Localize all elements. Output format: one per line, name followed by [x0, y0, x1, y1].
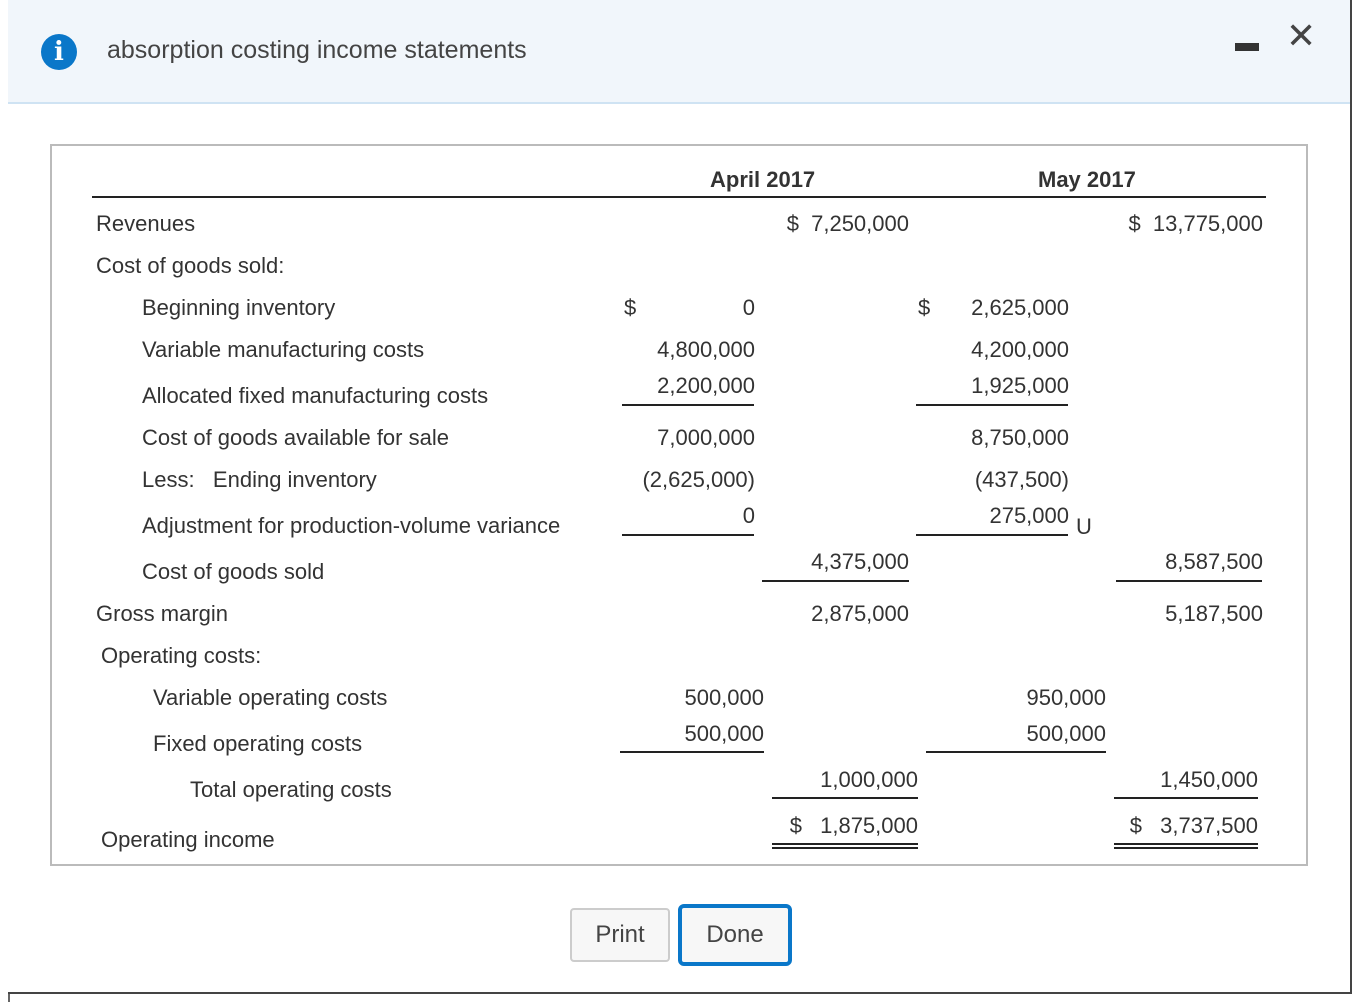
underline — [1116, 580, 1262, 582]
value: 7,000,000 — [657, 425, 755, 450]
value: 1,000,000 — [820, 767, 918, 792]
underline — [622, 534, 754, 536]
close-icon[interactable]: ✕ — [1286, 15, 1317, 56]
value: $ 1,875,000 — [789, 813, 918, 838]
value: 2,200,000 — [657, 373, 755, 398]
value: 4,375,000 — [811, 549, 909, 574]
row-label: Gross margin — [96, 601, 229, 626]
value: 4,800,000 — [657, 337, 755, 362]
column-header-may: May 2017 — [1038, 167, 1136, 192]
value: 1,925,000 — [971, 373, 1069, 398]
row-label: Cost of goods sold — [142, 559, 325, 584]
underline — [916, 404, 1068, 406]
underline — [1114, 797, 1258, 799]
row-label: Variable manufacturing costs — [142, 337, 425, 362]
row-label: Operating costs: — [101, 643, 262, 668]
row-label: Beginning inventory — [142, 295, 336, 320]
value: (2,625,000) — [642, 467, 755, 492]
column-header-april: April 2017 — [710, 167, 816, 192]
underline — [772, 797, 918, 799]
value: 8,587,500 — [1165, 549, 1263, 574]
minimize-icon[interactable] — [1235, 43, 1259, 51]
dialog-title: absorption costing income statements — [107, 36, 527, 64]
value: $ 7,250,000 — [786, 211, 909, 236]
value: 0 — [742, 295, 755, 320]
value: $ 3,737,500 — [1129, 813, 1258, 838]
currency: $ — [918, 295, 931, 320]
dialog-header — [8, 0, 1350, 104]
value: 0 — [742, 503, 755, 528]
underline — [762, 580, 909, 582]
info-icon: i — [41, 34, 77, 70]
unfavorable-flag: U — [1076, 514, 1092, 539]
done-button[interactable]: Done — [678, 904, 792, 966]
double-underline — [1114, 843, 1258, 849]
row-label: Adjustment for production-volume variance — [142, 513, 561, 538]
value: 2,625,000 — [971, 295, 1069, 320]
row-label: Cost of goods available for sale — [142, 425, 449, 450]
row-label: Less: Ending inventory — [142, 467, 377, 492]
value: 500,000 — [684, 685, 764, 710]
value: 275,000 — [989, 503, 1069, 528]
value: 500,000 — [684, 721, 764, 746]
value: 4,200,000 — [971, 337, 1069, 362]
row-label: Operating income — [101, 827, 275, 852]
value: 500,000 — [1026, 721, 1106, 746]
value: (437,500) — [974, 467, 1069, 492]
row-label: Variable operating costs — [153, 685, 388, 710]
print-button[interactable]: Print — [570, 908, 670, 962]
double-underline — [772, 843, 918, 849]
underline — [926, 751, 1106, 753]
value: 950,000 — [1026, 685, 1106, 710]
underline — [622, 404, 754, 406]
value: 5,187,500 — [1165, 601, 1263, 626]
row-label: Revenues — [96, 211, 196, 236]
value: 2,875,000 — [811, 601, 909, 626]
value: 1,450,000 — [1160, 767, 1258, 792]
row-label: Fixed operating costs — [153, 731, 363, 756]
underline — [620, 751, 764, 753]
row-label: Total operating costs — [190, 777, 392, 802]
value: 8,750,000 — [971, 425, 1069, 450]
currency: $ — [624, 295, 637, 320]
header-rule — [92, 196, 1266, 198]
value: $ 13,775,000 — [1128, 211, 1263, 236]
underline — [916, 534, 1068, 536]
row-label: Allocated fixed manufacturing costs — [142, 383, 489, 408]
row-label: Cost of goods sold: — [96, 253, 285, 278]
